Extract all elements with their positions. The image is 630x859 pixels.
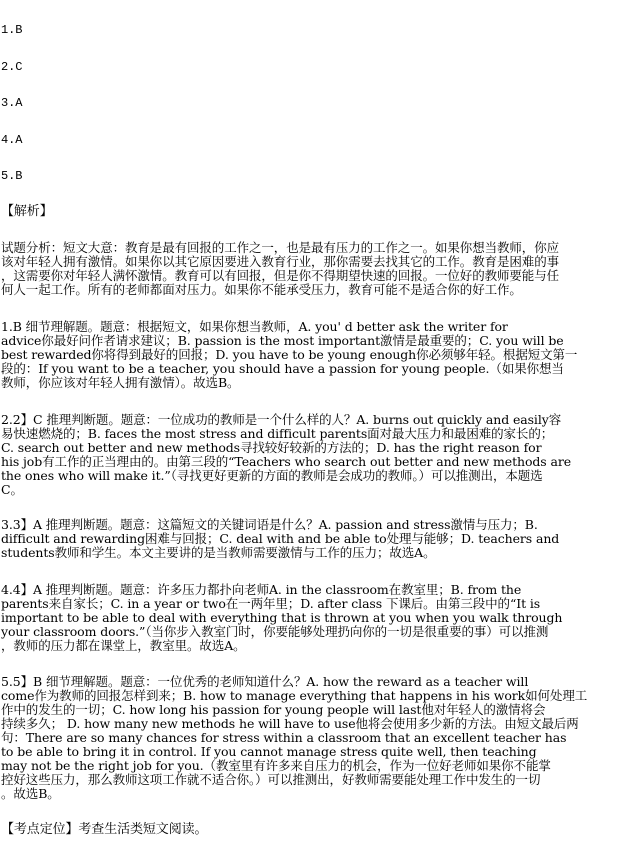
answer-2: 2.C xyxy=(1,60,23,74)
q5-line: 控好这些压力，那么教师这项工作就不适合你。）可以推测出，好教师需要能处理工作中发生的一切 xyxy=(1,772,541,787)
q4-line: parents来自家长；C. in a year or two在一两年里；D. after class 下课后。由第三段中的“It is xyxy=(1,596,541,611)
q5-line: 5.5】B 细节理解题。题意：一位优秀的老师知道什么？A. how the reward as a teacher will xyxy=(1,674,529,689)
q1-line: best rewarded你将得到最好的回报；D. you have to be young enough你必须够年轻。根据短文第一 xyxy=(1,347,578,362)
q2-line: the ones who will make it.”（寻找更好更新的方面的教师是会成功的教师。）可以推测出，本题选 xyxy=(1,468,543,483)
q2-line: his job有工作的正当理由的。由第三段的“Teachers who search out better and new methods are xyxy=(1,454,572,469)
q5-line: to be able to bring it in control. If you cannot manage stress quite well, then teaching xyxy=(1,744,537,759)
q2-line: C。 xyxy=(1,482,23,497)
answer-3: 3.A xyxy=(1,96,23,110)
answer-5: 5.B xyxy=(1,169,23,183)
kaodian-label: 【考点定位】考查生活类短文阅读。 xyxy=(1,822,208,837)
summary-line: ，这需要你对年轻人满怀激情。教育可以有回报，但是你不得期望快速的回报。一位好的教师要能与任 xyxy=(1,268,560,283)
q5-line: come作为教师的回报怎样到来；B. how to manage everything that happens in his work如何处理工 xyxy=(1,688,588,703)
q2-line: C. search out better and new methods寻找较好较新的方法的；D. has the right reason for xyxy=(1,440,542,455)
q1-line: 1.B 细节理解题。题意：根据短文，如果你想当教师，A. you' d better ask the writer for xyxy=(1,319,508,334)
q5-line: 句：There are so many chances for stress within a classroom that an excellent teacher has xyxy=(1,730,567,745)
q5-line: 持续多久； D. how many new methods he will have to use他将会使用多少新的方法。由短文最后两 xyxy=(1,716,579,731)
answer-1: 1.B xyxy=(1,23,23,37)
q5-line: 。故选B。 xyxy=(1,786,60,801)
q2-line: 易快速燃烧的；B. faces the most stress and difficult parents面对最大压力和最困难的家长的； xyxy=(1,426,554,441)
q1-line: 段的：If you want to be a teacher, you should have a passion for young people.（如果你想当 xyxy=(1,361,564,376)
q4-line: your classroom doors.”（当你步入教室门时，你要能够处理扔向你的一切是很重要的事）可以推测 xyxy=(1,624,549,639)
summary-line: 何人一起工作。所有的老师都面对压力。如果你不能承受压力，教育可能不是适合你的好工作。 xyxy=(1,282,522,297)
q3-line: students教师和学生。本文主要讲的是当教师需要激情与工作的压力；故选A。 xyxy=(1,545,436,560)
q4-line: ，教师的压力都在课堂上，教室里。故选A。 xyxy=(1,638,246,653)
analysis-heading: 【解析】 xyxy=(1,204,53,219)
q3-line: 3.3】A 推理判断题。题意：这篇短文的关键词语是什么？A. passion and stress激情与压力；B. xyxy=(1,517,538,532)
q2-line: 2.2】C 推理判断题。题意：一位成功的教师是一个什么样的人？A. burns out quickly and easily容 xyxy=(1,412,562,427)
q4-line: important to be able to deal with everything that is thrown at you when you walk through xyxy=(1,610,563,625)
q5-line: 作中的发生的一切；C. how long his passion for young people will last他对年轻人的激情将会 xyxy=(1,702,546,717)
q5-line: may not be the right job for you.（教室里有许多来自压力的机会，作为一位好老师如果你不能掌 xyxy=(1,758,551,773)
answer-4: 4.A xyxy=(1,133,23,147)
q4-line: 4.4】A 推理判断题。题意：许多压力都扑向老师A. in the classroom在教室里；B. from the xyxy=(1,582,522,597)
q1-line: 教师，你应该对年轻人拥有激情）。故选B。 xyxy=(1,375,240,390)
summary-line: 试题分析：短文大意：教育是最有回报的工作之一，也是最有压力的工作之一。如果你想当教师，你应 xyxy=(1,240,560,255)
summary-line: 该对年轻人拥有激情。如果你以其它原因要进入教育行业，那你需要去找其它的工作。教育是困难的事 xyxy=(1,254,560,269)
q3-line: difficult and rewarding困难与回报；C. deal with and be able to处理与能够；D. teachers and xyxy=(1,531,560,546)
q1-line: advice你最好问作者请求建议；B. passion is the most important激情是最重要的；C. you will be xyxy=(1,333,564,348)
